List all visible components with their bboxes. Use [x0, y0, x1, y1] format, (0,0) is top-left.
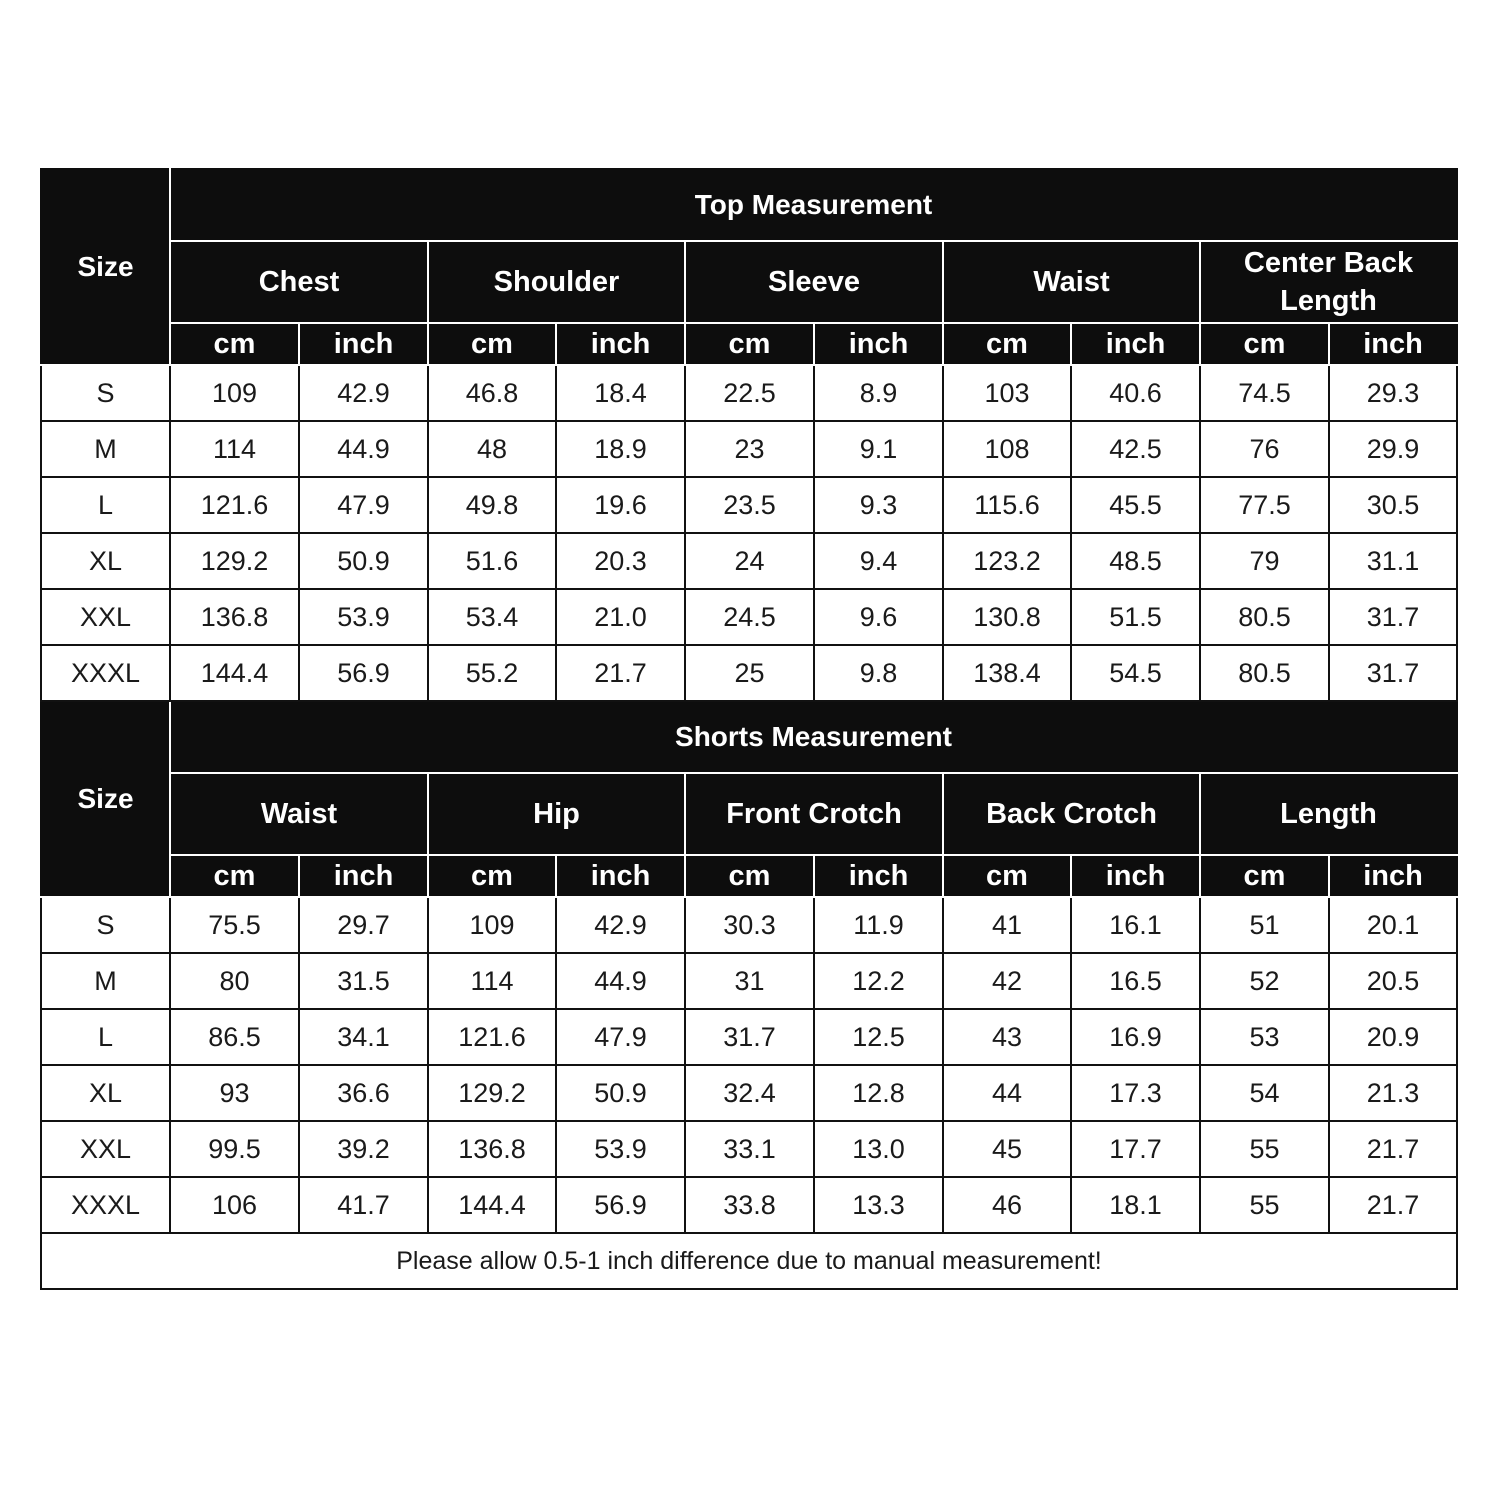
shorts-group-header: Waist — [170, 773, 428, 855]
size-chart-body — [41, 169, 1457, 1233]
measurement-cell: 23 — [685, 421, 814, 477]
measurement-cell: 99.5 — [170, 1121, 299, 1177]
measurement-cell: 123.2 — [943, 533, 1071, 589]
measurement-cell: 108 — [943, 421, 1071, 477]
measurement-cell: 21.3 — [1329, 1065, 1457, 1121]
measurement-cell: 50.9 — [556, 1065, 685, 1121]
size-cell: S — [41, 365, 170, 421]
size-cell: S — [41, 897, 170, 953]
measurement-cell: 51 — [1200, 897, 1329, 953]
measurement-cell: 45 — [943, 1121, 1071, 1177]
measurement-cell: 18.9 — [556, 421, 685, 477]
measurement-cell: 46 — [943, 1177, 1071, 1233]
shorts-unit-header: inch — [1071, 855, 1200, 897]
top-unit-header: cm — [428, 323, 556, 365]
measurement-cell: 39.2 — [299, 1121, 428, 1177]
measurement-cell: 144.4 — [428, 1177, 556, 1233]
measurement-cell: 56.9 — [556, 1177, 685, 1233]
shorts-unit-header: cm — [943, 855, 1071, 897]
measurement-cell: 9.6 — [814, 589, 943, 645]
measurement-cell: 21.0 — [556, 589, 685, 645]
shorts-group-header: Front Crotch — [685, 773, 943, 855]
table-row — [41, 953, 1457, 1009]
top-unit-header: inch — [556, 323, 685, 365]
measurement-cell: 51.6 — [428, 533, 556, 589]
top-section-title: Top Measurement — [170, 169, 1457, 241]
measurement-cell: 86.5 — [170, 1009, 299, 1065]
shorts-title-row — [41, 701, 1457, 773]
top-unit-header: inch — [1071, 323, 1200, 365]
measurement-cell: 130.8 — [943, 589, 1071, 645]
measurement-cell: 33.1 — [685, 1121, 814, 1177]
measurement-cell: 44 — [943, 1065, 1071, 1121]
measurement-cell: 31.7 — [1329, 645, 1457, 701]
measurement-cell: 43 — [943, 1009, 1071, 1065]
size-cell: M — [41, 421, 170, 477]
measurement-cell: 9.4 — [814, 533, 943, 589]
measurement-cell: 24.5 — [685, 589, 814, 645]
measurement-cell: 18.1 — [1071, 1177, 1200, 1233]
measurement-cell: 16.9 — [1071, 1009, 1200, 1065]
table-row — [41, 421, 1457, 477]
measurement-cell: 11.9 — [814, 897, 943, 953]
top-group-header: Waist — [943, 241, 1200, 323]
measurement-cell: 77.5 — [1200, 477, 1329, 533]
measurement-cell: 24 — [685, 533, 814, 589]
top-unit-row — [41, 323, 1457, 365]
measurement-cell: 109 — [170, 365, 299, 421]
measurement-cell: 30.5 — [1329, 477, 1457, 533]
measurement-cell: 30.3 — [685, 897, 814, 953]
measurement-cell: 48.5 — [1071, 533, 1200, 589]
top-unit-header: cm — [1200, 323, 1329, 365]
measurement-cell: 136.8 — [428, 1121, 556, 1177]
measurement-cell: 21.7 — [1329, 1177, 1457, 1233]
size-cell: XXXL — [41, 1177, 170, 1233]
measurement-cell: 29.7 — [299, 897, 428, 953]
table-row — [41, 897, 1457, 953]
size-cell: L — [41, 1009, 170, 1065]
table-row — [41, 1121, 1457, 1177]
shorts-unit-header: inch — [299, 855, 428, 897]
measurement-cell: 121.6 — [170, 477, 299, 533]
measurement-cell: 115.6 — [943, 477, 1071, 533]
measurement-cell: 47.9 — [556, 1009, 685, 1065]
shorts-unit-header: inch — [814, 855, 943, 897]
note-row — [41, 1233, 1457, 1289]
table-row — [41, 1009, 1457, 1065]
measurement-cell: 20.9 — [1329, 1009, 1457, 1065]
measurement-cell: 8.9 — [814, 365, 943, 421]
measurement-cell: 41.7 — [299, 1177, 428, 1233]
shorts-group-header: Hip — [428, 773, 685, 855]
measurement-cell: 13.0 — [814, 1121, 943, 1177]
measurement-cell: 50.9 — [299, 533, 428, 589]
measurement-cell: 114 — [428, 953, 556, 1009]
shorts-unit-header: inch — [1329, 855, 1457, 897]
top-unit-header: inch — [814, 323, 943, 365]
size-cell: XXL — [41, 589, 170, 645]
shorts-group-row — [41, 773, 1457, 855]
table-row — [41, 365, 1457, 421]
top-unit-header: inch — [1329, 323, 1457, 365]
size-cell: XL — [41, 533, 170, 589]
measurement-cell: 121.6 — [428, 1009, 556, 1065]
measurement-cell: 46.8 — [428, 365, 556, 421]
measurement-cell: 129.2 — [170, 533, 299, 589]
top-group-header: Shoulder — [428, 241, 685, 323]
measurement-cell: 31 — [685, 953, 814, 1009]
top-unit-header: cm — [170, 323, 299, 365]
measurement-cell: 80.5 — [1200, 589, 1329, 645]
measurement-cell: 44.9 — [556, 953, 685, 1009]
measurement-cell: 32.4 — [685, 1065, 814, 1121]
measurement-cell: 75.5 — [170, 897, 299, 953]
measurement-cell: 53 — [1200, 1009, 1329, 1065]
measurement-cell: 20.3 — [556, 533, 685, 589]
shorts-unit-header: cm — [685, 855, 814, 897]
measurement-cell: 106 — [170, 1177, 299, 1233]
measurement-cell: 42 — [943, 953, 1071, 1009]
measurement-cell: 21.7 — [1329, 1121, 1457, 1177]
shorts-unit-header: cm — [428, 855, 556, 897]
measurement-cell: 54.5 — [1071, 645, 1200, 701]
measurement-cell: 48 — [428, 421, 556, 477]
measurement-cell: 47.9 — [299, 477, 428, 533]
measurement-cell: 53.4 — [428, 589, 556, 645]
table-row — [41, 1065, 1457, 1121]
shorts-group-header: Length — [1200, 773, 1457, 855]
measurement-cell: 25 — [685, 645, 814, 701]
table-row — [41, 533, 1457, 589]
measurement-cell: 29.9 — [1329, 421, 1457, 477]
measurement-cell: 40.6 — [1071, 365, 1200, 421]
top-group-header: Sleeve — [685, 241, 943, 323]
top-unit-header: cm — [685, 323, 814, 365]
shorts-section-title: Shorts Measurement — [170, 701, 1457, 773]
measurement-cell: 19.6 — [556, 477, 685, 533]
measurement-cell: 31.7 — [685, 1009, 814, 1065]
top-size-header: Size — [41, 169, 170, 365]
measurement-cell: 44.9 — [299, 421, 428, 477]
table-row — [41, 645, 1457, 701]
measurement-cell: 53.9 — [556, 1121, 685, 1177]
top-unit-header: cm — [943, 323, 1071, 365]
measurement-cell: 23.5 — [685, 477, 814, 533]
measurement-cell: 21.7 — [556, 645, 685, 701]
top-unit-header: inch — [299, 323, 428, 365]
measurement-cell: 33.8 — [685, 1177, 814, 1233]
size-chart-table — [40, 168, 1458, 1290]
measurement-cell: 31.1 — [1329, 533, 1457, 589]
measurement-cell: 41 — [943, 897, 1071, 953]
shorts-unit-row — [41, 855, 1457, 897]
measurement-cell: 49.8 — [428, 477, 556, 533]
measurement-cell: 138.4 — [943, 645, 1071, 701]
measurement-cell: 17.3 — [1071, 1065, 1200, 1121]
measurement-cell: 45.5 — [1071, 477, 1200, 533]
measurement-cell: 103 — [943, 365, 1071, 421]
measurement-cell: 12.5 — [814, 1009, 943, 1065]
measurement-cell: 52 — [1200, 953, 1329, 1009]
top-group-row — [41, 241, 1457, 323]
measurement-cell: 55 — [1200, 1121, 1329, 1177]
top-group-header: Chest — [170, 241, 428, 323]
measurement-cell: 36.6 — [299, 1065, 428, 1121]
measurement-cell: 31.5 — [299, 953, 428, 1009]
measurement-cell: 51.5 — [1071, 589, 1200, 645]
measurement-cell: 53.9 — [299, 589, 428, 645]
measurement-cell: 22.5 — [685, 365, 814, 421]
measurement-cell: 109 — [428, 897, 556, 953]
measurement-cell: 56.9 — [299, 645, 428, 701]
measurement-cell: 20.1 — [1329, 897, 1457, 953]
measurement-cell: 9.3 — [814, 477, 943, 533]
shorts-size-header: Size — [41, 701, 170, 897]
measurement-cell: 79 — [1200, 533, 1329, 589]
measurement-cell: 9.8 — [814, 645, 943, 701]
measurement-cell: 29.3 — [1329, 365, 1457, 421]
size-cell: XXL — [41, 1121, 170, 1177]
measurement-cell: 80.5 — [1200, 645, 1329, 701]
measurement-cell: 55 — [1200, 1177, 1329, 1233]
measurement-cell: 42.9 — [299, 365, 428, 421]
shorts-unit-header: cm — [1200, 855, 1329, 897]
size-cell: XXXL — [41, 645, 170, 701]
table-row — [41, 589, 1457, 645]
measurement-cell: 13.3 — [814, 1177, 943, 1233]
measurement-cell: 20.5 — [1329, 953, 1457, 1009]
table-row — [41, 1177, 1457, 1233]
measurement-cell: 76 — [1200, 421, 1329, 477]
measurement-cell: 114 — [170, 421, 299, 477]
measurement-cell: 129.2 — [428, 1065, 556, 1121]
size-cell: XL — [41, 1065, 170, 1121]
table-row — [41, 477, 1457, 533]
top-group-header: Center Back Length — [1200, 241, 1457, 323]
measurement-cell: 18.4 — [556, 365, 685, 421]
measurement-cell: 74.5 — [1200, 365, 1329, 421]
measurement-cell: 34.1 — [299, 1009, 428, 1065]
measurement-cell: 12.8 — [814, 1065, 943, 1121]
measurement-note: Please allow 0.5-1 inch difference due to manual measurement! — [41, 1233, 1457, 1289]
measurement-cell: 31.7 — [1329, 589, 1457, 645]
measurement-cell: 16.1 — [1071, 897, 1200, 953]
size-cell: M — [41, 953, 170, 1009]
measurement-cell: 42.9 — [556, 897, 685, 953]
measurement-cell: 144.4 — [170, 645, 299, 701]
measurement-cell: 16.5 — [1071, 953, 1200, 1009]
measurement-cell: 55.2 — [428, 645, 556, 701]
measurement-cell: 42.5 — [1071, 421, 1200, 477]
shorts-unit-header: cm — [170, 855, 299, 897]
measurement-cell: 17.7 — [1071, 1121, 1200, 1177]
measurement-cell: 54 — [1200, 1065, 1329, 1121]
shorts-group-header: Back Crotch — [943, 773, 1200, 855]
measurement-cell: 12.2 — [814, 953, 943, 1009]
size-cell: L — [41, 477, 170, 533]
measurement-cell: 80 — [170, 953, 299, 1009]
measurement-cell: 136.8 — [170, 589, 299, 645]
top-title-row — [41, 169, 1457, 241]
shorts-unit-header: inch — [556, 855, 685, 897]
measurement-cell: 93 — [170, 1065, 299, 1121]
measurement-cell: 9.1 — [814, 421, 943, 477]
